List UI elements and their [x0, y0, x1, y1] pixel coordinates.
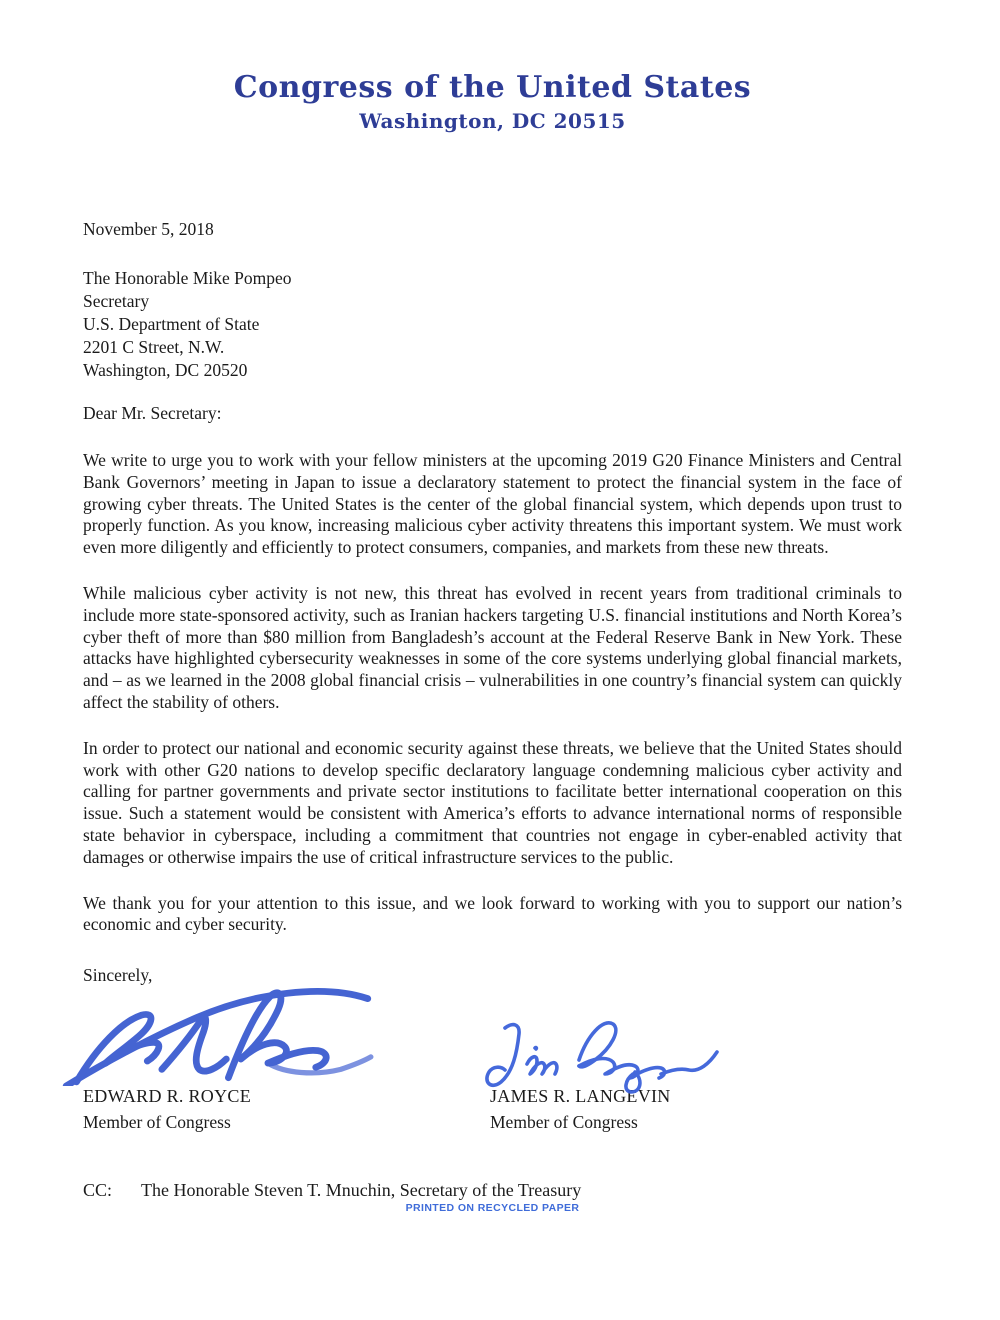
- langevin-signature: [475, 1014, 725, 1094]
- address-line-name: The Honorable Mike Pompeo: [83, 268, 292, 288]
- royce-signature: [53, 982, 383, 1086]
- recycled-paper-note: PRINTED ON RECYCLED PAPER: [405, 1202, 580, 1215]
- letterhead-subtitle: Washington, DC 20515: [359, 109, 626, 133]
- signer-title-royce: Member of Congress: [83, 1112, 231, 1133]
- letter-body: [83, 450, 902, 936]
- signer-title-langevin: Member of Congress: [490, 1112, 638, 1133]
- address-line-city: Washington, DC 20520: [83, 360, 248, 380]
- signer-name-royce: EDWARD R. ROYCE: [83, 1086, 252, 1107]
- address-line-street: 2201 C Street, N.W.: [83, 337, 225, 357]
- paragraph-3: In order to protect our national and economic security against these threats, we believe that the United States should work with other G20 nations to develop specific declaratory language condemning malicious cyber activity and calling for partner governments and private sector institutions to facilitate better international cooperation on this issue. Such a statement would be consistent with America’s efforts to advance international norms of responsible state behavior in cyberspace, including a commitment that countries not engage in cyber-enabled activity that damages or otherwise impairs the use of critical infrastructure services to the public.: [83, 737, 902, 867]
- address-line-title: Secretary: [83, 291, 150, 311]
- cc-label: CC:: [83, 1180, 113, 1201]
- signer-block-royce: [83, 1086, 490, 1133]
- paragraph-1: We write to urge you to work with your fellow ministers at the upcoming 2019 G20 Finance Ministers and Central Bank Governors’ meeting in Japan to issue a declaratory statement to protect the financial system in the face of growing cyber threats. The United States is the center of the global financial system, which depends upon trust to properly function. As you know, increasing malicious cyber activity threatens this important system. We must work even more diligently and efficiently to protect consumers, companies, and markets from these new threats.: [83, 450, 902, 558]
- date-line: November 5, 2018: [83, 219, 214, 239]
- address-line-agency: U.S. Department of State: [83, 314, 260, 334]
- recipient-address: [83, 267, 902, 382]
- signature-area: [83, 986, 902, 1086]
- closing: Sincerely,: [83, 965, 153, 986]
- cc-line: [83, 1179, 902, 1201]
- letterhead-title: Congress of the United States: [233, 70, 752, 105]
- signer-name-langevin: JAMES R. LANGEVIN: [490, 1086, 671, 1107]
- paragraph-2: While malicious cyber activity is not new, this threat has evolved in recent years from traditional criminals to include more state-sponsored activity, such as Iranian hackers targeting U.S. financial institutions and North Korea’s cyber theft of more than $80 million from Bangladesh’s account at the Federal Reserve Bank in New York. These attacks have highlighted cybersecurity weaknesses in some of the core systems underlying global financial markets, and – as we learned in the 2008 global financial crisis – vulnerabilities in one country’s financial system can quickly affect the stability of others.: [83, 582, 902, 712]
- cc-text: The Honorable Steven T. Mnuchin, Secretary of the Treasury: [141, 1180, 582, 1201]
- salutation: Dear Mr. Secretary:: [83, 403, 222, 423]
- letterhead: [83, 0, 902, 133]
- paragraph-4: We thank you for your attention to this issue, and we look forward to working with you to support our nation’s economic and cyber security.: [83, 892, 902, 935]
